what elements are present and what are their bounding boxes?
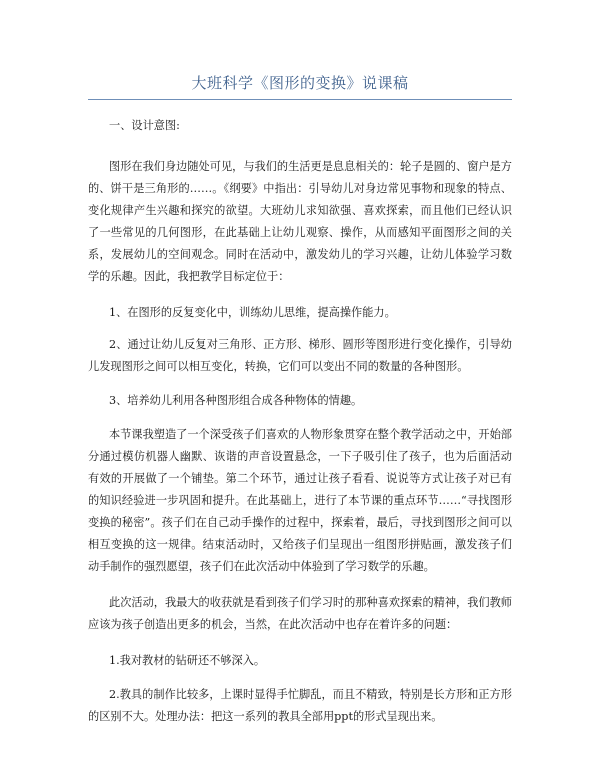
paragraph-reflection: 此次活动，我最大的收获就是看到孩子们学习时的那种喜欢探索的精神，我们教师应该为孩子创造出更多的机会，当然，在此次活动中也存在着许多的问题：	[88, 596, 512, 631]
document-body	[88, 112, 512, 728]
section-heading-design-intent: 一、设计意图:	[109, 119, 180, 132]
goal-item-3: 3、培养幼儿利用各种图形组合成各种物体的情趣。	[109, 394, 363, 407]
paragraph-process: 本节课我塑造了一个深受孩子们喜欢的人物形象贯穿在整个教学活动之中，开始部分通过模仿机器人幽默、诙谐的声音设置悬念，一下子吸引住了孩子，也为后面活动有效的开展做了一个铺垫。第二个环节，通过让孩子看看、说说等方式让孩子对已有的知识经验进一步巩固和提升。在此基础上，进行了本节课的重点环节……“寻找图形变换的秘密”。孩子们在自己动手操作的过程中，探索着，最后，寻找到图形之间可以相互变换的这一规律。结束活动时，又给孩子们呈现出一组图形拼贴画，激发孩子们动手制作的强烈愿望，孩子们在此次活动中体验到了学习数学的乐趣。	[88, 428, 512, 573]
issue-item-1: 1.我对教材的钻研还不够深入。	[109, 654, 266, 667]
paragraph-intro: 图形在我们身边随处可见，与我们的生活更是息息相关的：轮子是圆的、窗户是方的、饼干是三角形的……。《纲要》中指出：引导幼儿对身边常见事物和现象的特点、变化规律产生兴趣和探究的欲望。大班幼儿求知欲强、喜欢探索，而且他们已经认识了一些常见的几何图形，在此基础上让幼儿观察、操作，从而感知平面图形之间的关系，发展幼儿的空间观念。同时在活动中，激发幼儿的学习兴趣，让幼儿体验学习数学的乐趣。因此，我把教学目标定位于：	[88, 160, 512, 283]
title-underline	[88, 99, 512, 100]
issue-item-2: 2.教具的制作比较多，上课时显得手忙脚乱，而且不精致，特别是长方形和正方形的区别不大。处理办法：把这一系列的教具全部用ppt的形式呈现出来。	[88, 688, 512, 723]
goal-item-1: 1、在图形的反复变化中，训练幼儿思维，提高操作能力。	[109, 306, 396, 319]
document-title: 大班科学《图形的变换》说课稿	[191, 74, 409, 92]
goal-item-2: 2、通过让幼儿反复对三角形、正方形、梯形、圆形等图形进行变化操作，引导幼儿发现图形之间可以相互变化，转换，它们可以变出不同的数量的各种图形。	[88, 338, 512, 373]
